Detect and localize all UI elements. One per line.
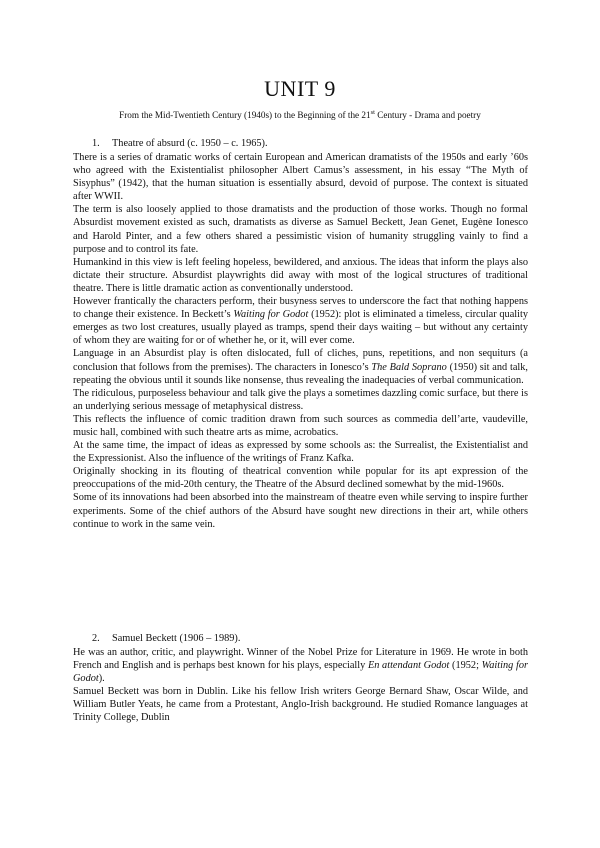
section-2-number: 2. bbox=[92, 633, 100, 644]
paragraph: The term is also loosely applied to those dramatists and the production of those works. Though no formal Absurdist movement existed as such, dramatists as diverse as Samuel Beckett, Jean Genet, Eugène Ionesco and Harold Pinter, and a few others shared a pessimistic vision of humanity struggling vainly to find a purpose and to control its fate. bbox=[73, 204, 528, 255]
paragraph: This reflects the influence of comic tradition drawn from such sources as commedia dell’arte, vaudeville, music hall, combined with such theatre arts as mime, acrobatics. bbox=[73, 413, 528, 438]
page-subtitle bbox=[40, 109, 560, 121]
section-2-body bbox=[73, 646, 528, 725]
paragraph: There is a series of dramatic works of certain European and American dramatists of the 1950s and early ’60s who agreed with the Existentialist philosopher Albert Camus’s assessment, in his essay “The Myth of Sisyphus” (1942), that the human situation is essentially absurd, devoid of purpose. The context is situated after WWII. bbox=[73, 152, 528, 203]
work-title: Waiting for Godot bbox=[233, 309, 309, 321]
paragraph bbox=[73, 295, 528, 347]
section-2-heading bbox=[92, 632, 240, 645]
paragraph bbox=[73, 347, 528, 386]
paragraph-text: However frantically the characters perform, their busyness serves to underscore the fact that nothing happens to change their existence. In Beckett’s bbox=[73, 296, 528, 321]
section-2-title: Samuel Beckett (1906 – 1989). bbox=[112, 633, 241, 644]
section-1-body bbox=[73, 151, 528, 531]
section-1-title: Theatre of absurd (c. 1950 – c. 1965). bbox=[112, 138, 268, 149]
page-title: UNIT 9 bbox=[264, 76, 336, 101]
work-title: The Bald Soprano bbox=[371, 361, 447, 373]
paragraph bbox=[73, 646, 528, 685]
paragraph: Humankind in this view is left feeling hopeless, bewildered, and anxious. The ideas that inform the plays also dictate their structure. Absurdist playwrights did away with most of the logical structures of traditional theatre. There is little dramatic action as conventionally understood. bbox=[73, 256, 528, 294]
paragraph-text: (1952): plot is eliminated a timeless, circular quality emerges as two lost creatures, usually played as tramps, spend their days waiting – but without any certainty of whom they are waiting for or of whether he, or it, will ever come. bbox=[73, 309, 528, 347]
paragraph-text: (1952; bbox=[449, 660, 482, 672]
work-title: Waiting for Godot bbox=[73, 660, 528, 685]
paragraph: Originally shocking in its flouting of theatrical convention while popular for its apt expression of the preoccupations of the mid-20th century, the Theatre of the Absurd declined somewhat by the mid-1960s. bbox=[73, 466, 528, 491]
subtitle-text-start: From the Mid-Twentieth Century (1940s) to the Beginning of the 21 bbox=[119, 110, 371, 120]
subtitle-text-end: Century - Drama and poetry bbox=[374, 110, 481, 120]
paragraph-text: Language in an Absurdist play is often dislocated, full of cliches, puns, repetitions, and non sequiturs (a conclusion that follows from the premises). The characters in Ionesco’s bbox=[73, 348, 528, 373]
paragraph: The ridiculous, purposeless behaviour and talk give the plays a sometimes dazzling comic surface, but there is an underlying serious message of metaphysical distress. bbox=[73, 387, 528, 412]
paragraph-text: ). bbox=[98, 673, 105, 685]
paragraph: Some of its innovations had been absorbed into the mainstream of theatre even while serving to inspire further experiments. Some of the chief authors of the Absurd have sought new directions in their art, while others continue to work in the same vein. bbox=[73, 492, 528, 530]
section-1-heading bbox=[92, 137, 268, 150]
paragraph-text: He was an author, critic, and playwright. Winner of the Nobel Prize for Literature in 1969. He wrote in both French and English and is perhaps best known for his plays, especially bbox=[73, 647, 528, 672]
paragraph: At the same time, the impact of ideas as expressed by some schools as: the Surrealist, the Existentialist and the Expressionist. Also the influence of the writings of Franz Kafka. bbox=[73, 440, 528, 465]
paragraph-text: (1950) sit and talk, repeating the obvious until it sounds like nonsense, thus revealing the inadequacies of verbal communication. bbox=[73, 361, 528, 386]
work-title: En attendant Godot bbox=[367, 660, 450, 672]
paragraph: Samuel Beckett was born in Dublin. Like his fellow Irish writers George Bernard Shaw, Oscar Wilde, and William Butler Yeats, he came from a Protestant, Anglo-Irish background. He studied Romance languages at Trinity College, Dublin bbox=[73, 686, 528, 724]
subtitle-superscript: st bbox=[370, 109, 375, 116]
section-1-number: 1. bbox=[92, 138, 100, 149]
